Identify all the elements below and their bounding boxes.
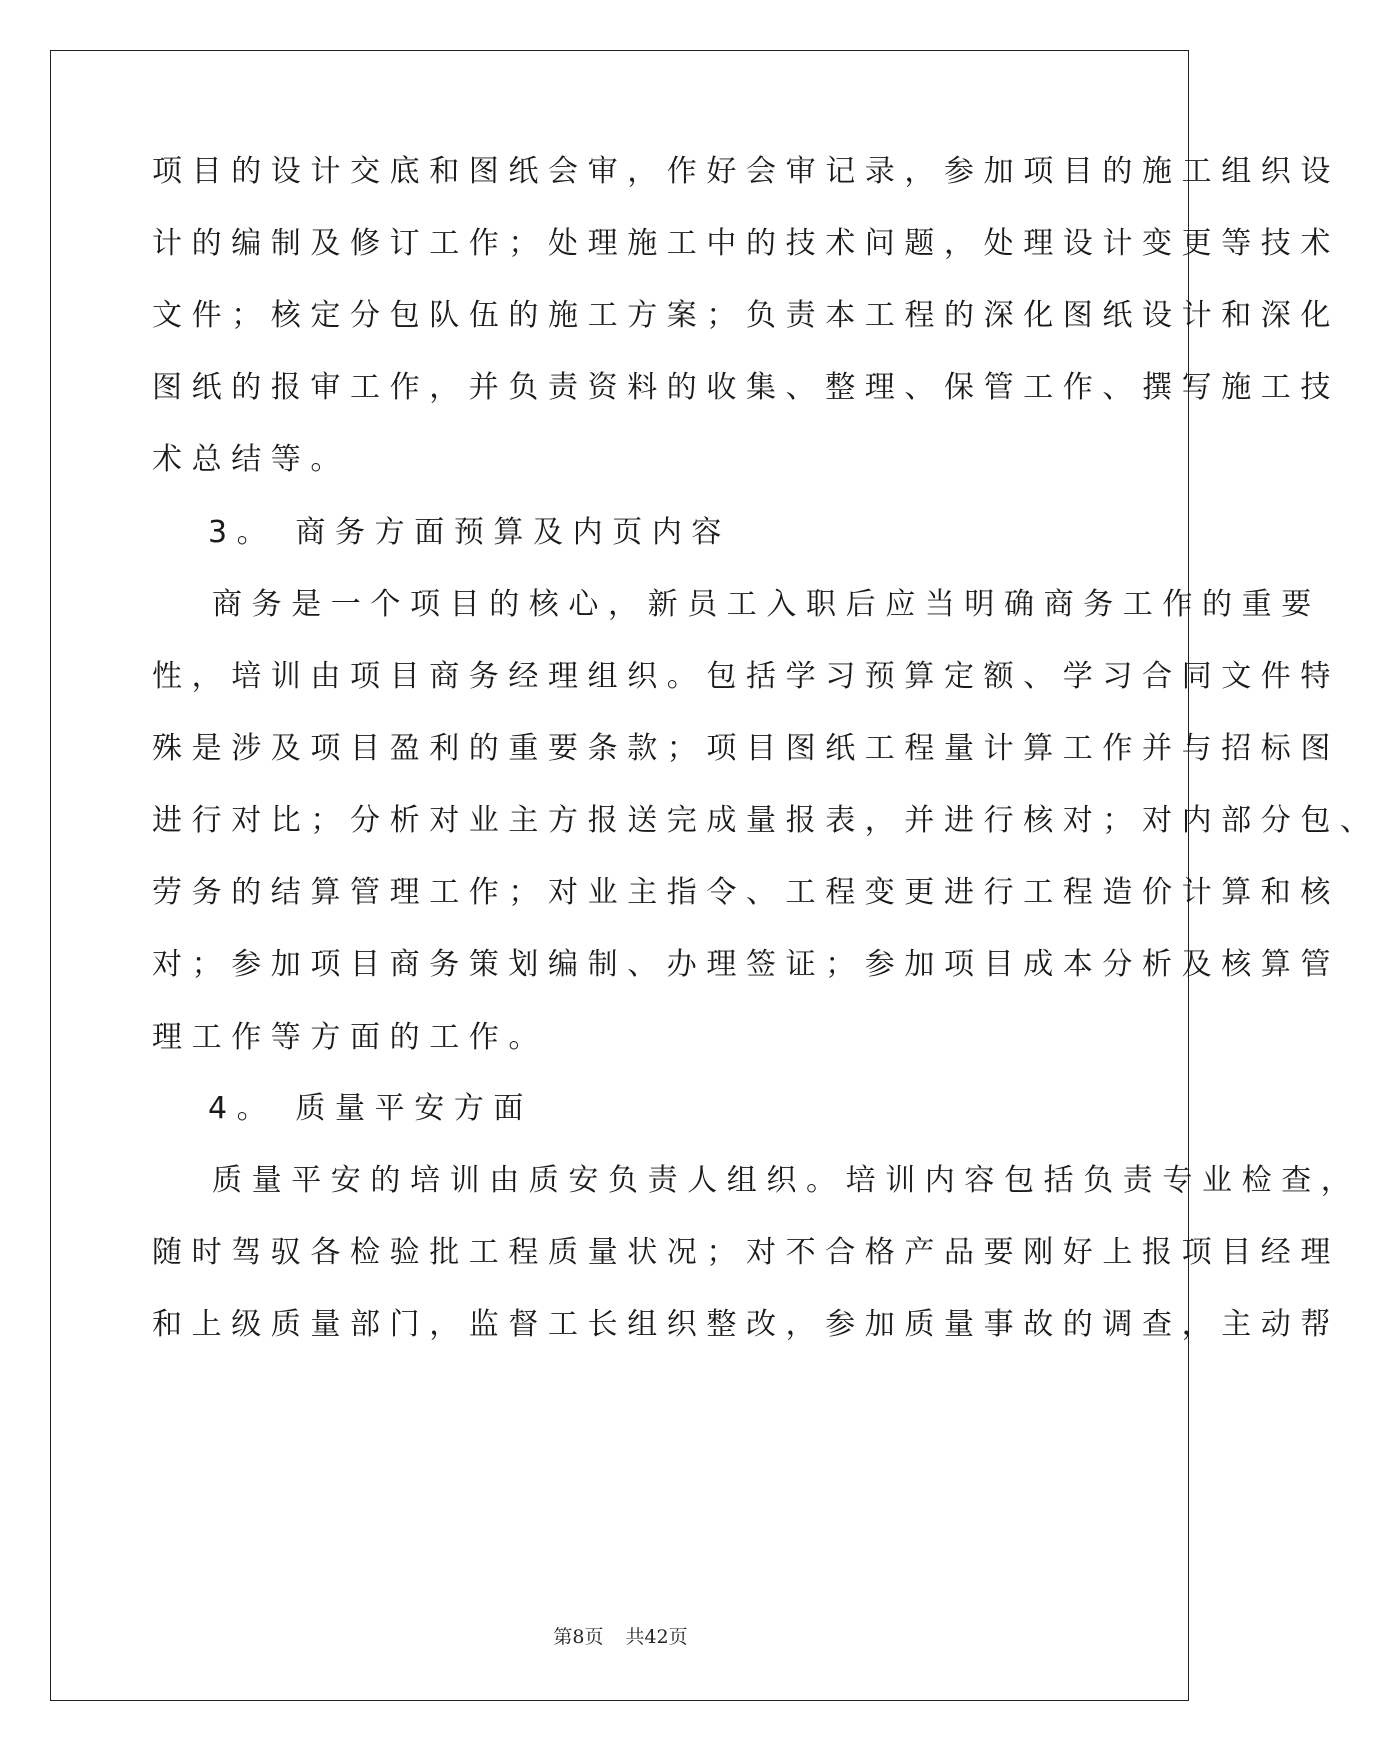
section-heading-4: 4。 质量平安方面 bbox=[208, 1091, 534, 1126]
body-line: 理工作等方面的工作。 bbox=[152, 1020, 548, 1055]
body-line: 质量平安的培训由质安负责人组织。培训内容包括负责专业检查， bbox=[212, 1163, 1361, 1198]
body-line: 随时驾驭各检验批工程质量状况；对不合格产品要刚好上报项目经理 bbox=[152, 1235, 1340, 1270]
body-line: 对；参加项目商务策划编制、办理签证；参加项目成本分析及核算管 bbox=[152, 947, 1340, 982]
page-footer bbox=[0, 1622, 1241, 1649]
page-total: 共42页 bbox=[625, 1626, 688, 1648]
body-line: 项目的设计交底和图纸会审，作好会审记录，参加项目的施工组织设 bbox=[152, 154, 1340, 189]
body-line: 计的编制及修订工作；处理施工中的技术问题，处理设计变更等技术 bbox=[152, 226, 1340, 261]
body-line: 术总结等。 bbox=[152, 442, 350, 477]
section-heading-3: 3。 商务方面预算及内页内容 bbox=[208, 515, 732, 550]
body-line: 和上级质量部门，监督工长组织整改，参加质量事故的调查，主动帮 bbox=[152, 1307, 1340, 1342]
body-line: 劳务的结算管理工作；对业主指令、工程变更进行工程造价计算和核 bbox=[152, 875, 1340, 910]
body-line: 殊是涉及项目盈利的重要条款；项目图纸工程量计算工作并与招标图 bbox=[152, 731, 1340, 766]
body-line: 图纸的报审工作，并负责资料的收集、整理、保管工作、撰写施工技 bbox=[152, 370, 1340, 405]
page-number: 第8页 bbox=[553, 1626, 604, 1648]
body-line: 商务是一个项目的核心，新员工入职后应当明确商务工作的重要 bbox=[212, 587, 1321, 622]
body-line: 性，培训由项目商务经理组织。包括学习预算定额、学习合同文件特 bbox=[152, 659, 1340, 694]
body-line: 进行对比；分析对业主方报送完成量报表，并进行核对；对内部分包、 bbox=[152, 803, 1380, 838]
body-line: 文件；核定分包队伍的施工方案；负责本工程的深化图纸设计和深化 bbox=[152, 298, 1340, 333]
